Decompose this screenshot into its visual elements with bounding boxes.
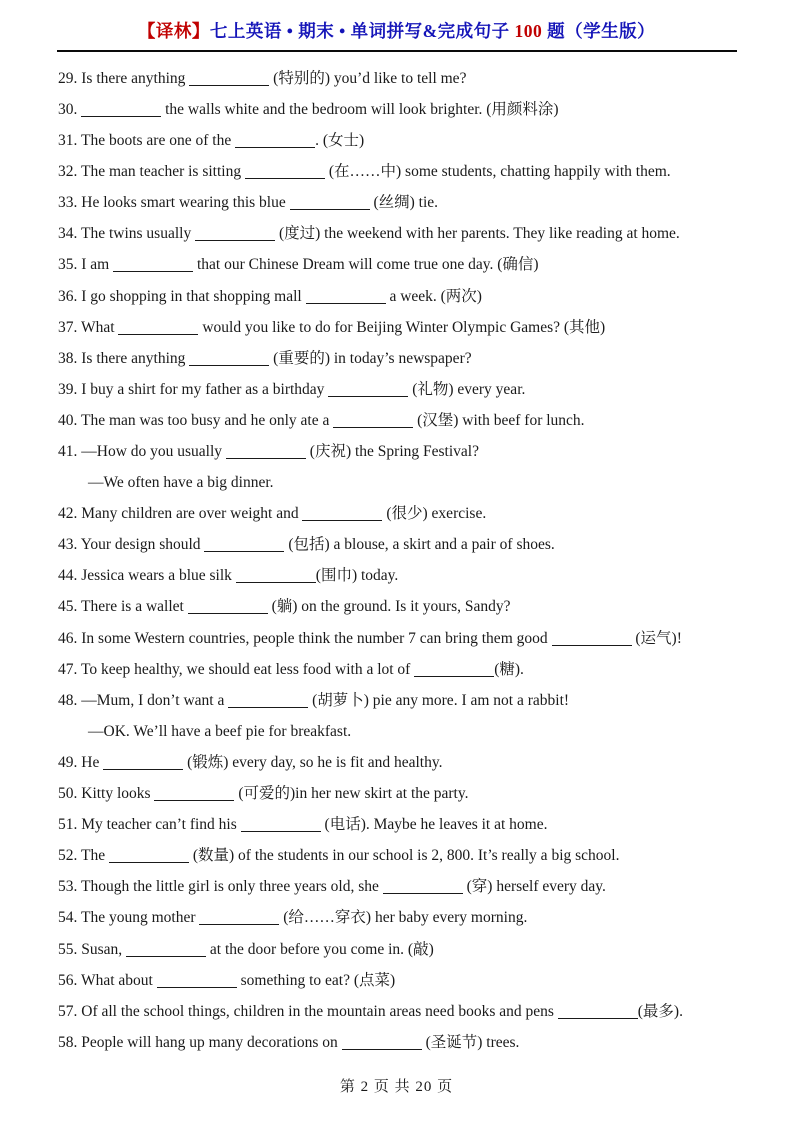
question-line [58, 591, 773, 622]
question-text: My teacher can’t find his [81, 816, 241, 834]
answer-blank [204, 539, 284, 552]
question-text: —We often have a big dinner. [88, 474, 274, 492]
question-text: Is there anything [81, 349, 190, 367]
answer-blank [302, 508, 382, 521]
answer-blank [235, 135, 315, 148]
question-text: (电话). Maybe he leaves it at home. [320, 816, 548, 834]
question-line [58, 623, 773, 654]
question-text: (礼物) every year. [408, 380, 526, 398]
title-segment: 【译林】 [137, 21, 210, 41]
question-number: 49. [58, 753, 82, 771]
question-line [58, 343, 773, 374]
title-segment: 100 [514, 21, 543, 41]
question-text: Is there anything [81, 69, 190, 87]
question-line [58, 63, 773, 94]
question-text: The man teacher is sitting [80, 163, 245, 181]
question-line [58, 902, 773, 933]
question-text: Of all the school things, children in the mountain areas need books and pens [81, 1002, 558, 1020]
question-line [58, 778, 773, 809]
answer-blank [245, 166, 325, 179]
question-text: (穿) herself every day. [462, 878, 606, 896]
question-text: (锻炼) every day, so he is fit and healthy. [183, 753, 443, 771]
question-number: 42. [58, 505, 82, 523]
question-text: (在……中) some students, chatting happily with them. [324, 163, 671, 181]
question-text: I go shopping in that shopping mall [81, 287, 306, 305]
question-text: Susan, [81, 940, 127, 958]
question-text: (围巾) today. [315, 567, 399, 585]
question-text: (丝绸) tie. [369, 194, 439, 212]
question-continuation-line [58, 467, 773, 498]
answer-blank [328, 384, 408, 397]
question-text: There is a wallet [80, 598, 188, 616]
question-number: 36. [58, 287, 82, 305]
answer-blank [290, 197, 370, 210]
question-line [58, 405, 773, 436]
header-divider [57, 50, 737, 52]
page-number: 第 2 页 共 20 页 [339, 1079, 454, 1095]
answer-blank [306, 291, 386, 304]
question-text: (庆祝) the Spring Festival? [305, 443, 479, 460]
question-text: (数量) of the students in our school is 2, 800. It’s really a big school. [188, 847, 620, 865]
answer-blank [113, 259, 193, 272]
answer-blank [342, 1037, 422, 1050]
question-text: (运气)! [631, 629, 682, 647]
question-number: 58. [58, 1033, 82, 1051]
question-line [58, 249, 773, 280]
question-text: The boots are one of the [80, 132, 236, 150]
question-line [58, 187, 773, 218]
question-number: 39. [58, 380, 82, 398]
question-line [58, 498, 773, 529]
question-text: (胡萝卜) pie any more. I am not a rabbit! [308, 691, 570, 709]
question-number: 33. [58, 194, 82, 212]
answer-blank [126, 944, 206, 957]
question-list [0, 63, 793, 1058]
question-text: What about [80, 971, 157, 989]
question-text: To keep healthy, we should eat less food with a lot of [80, 660, 415, 678]
question-text: Though the little girl is only three years old, she [80, 878, 383, 896]
question-line [58, 747, 773, 778]
question-number: 45. [58, 598, 81, 616]
question-number: 56. [58, 971, 81, 989]
question-text: I buy a shirt for my father as a birthday [81, 380, 329, 398]
answer-blank [228, 695, 308, 708]
answer-blank [333, 415, 413, 428]
answer-blank [157, 975, 237, 988]
question-text: at the door before you come in. (敲) [206, 940, 434, 958]
question-text: He [81, 753, 104, 771]
question-line [58, 965, 773, 996]
question-number: 51. [58, 816, 82, 834]
question-line [58, 312, 773, 343]
question-number: 41. [58, 443, 82, 460]
question-text: The twins usually [80, 225, 196, 243]
question-line [58, 156, 773, 187]
question-number: 31. [58, 132, 81, 150]
answer-blank [103, 757, 183, 770]
answer-blank [558, 1006, 638, 1019]
question-number: 29. [58, 69, 82, 87]
question-text: In some Western countries, people think the number 7 can bring them good [81, 629, 552, 647]
question-number: 35. [58, 256, 82, 274]
answer-blank [154, 788, 234, 801]
question-number: 43. [58, 536, 81, 554]
question-text: (包括) a blouse, a skirt and a pair of shoes. [284, 536, 555, 554]
title-segment: 七上英语 • 期末 • 单词拼写&完成句子 [209, 21, 515, 41]
answer-blank [195, 228, 275, 241]
question-line [58, 436, 773, 467]
question-text: (度过) the weekend with her parents. They like reading at home. [275, 225, 680, 243]
question-number: 34. [58, 225, 81, 243]
question-line [58, 654, 773, 685]
question-number: 37. [58, 318, 81, 336]
question-number: 32. [58, 163, 81, 181]
question-text: He looks smart wearing this blue [81, 194, 290, 212]
question-text: (很少) exercise. [382, 505, 487, 523]
question-number: 57. [58, 1002, 82, 1020]
question-text: (最多). [637, 1002, 683, 1020]
question-text: (重要的) in today’s newspaper? [269, 349, 472, 367]
question-text: The [80, 847, 109, 865]
question-text: (糖). [494, 660, 524, 678]
question-text: Kitty looks [81, 785, 155, 803]
question-text: (特别的) you’d like to tell me? [269, 69, 467, 87]
question-text: (给……穿衣) her baby every morning. [279, 909, 528, 927]
question-text: that our Chinese Dream will come true one day. (确信) [193, 256, 539, 274]
answer-blank [552, 633, 632, 646]
question-line [58, 996, 773, 1027]
answer-blank [189, 353, 269, 366]
question-text: The young mother [80, 909, 200, 927]
answer-blank [188, 601, 268, 614]
question-number: 38. [58, 349, 82, 367]
question-text: What [80, 318, 119, 336]
question-text: —OK. We’ll have a beef pie for breakfast. [88, 722, 352, 740]
question-line [58, 281, 773, 312]
question-text: Many children are over weight and [81, 505, 303, 523]
answer-blank [189, 73, 269, 86]
question-text: —How do you usually [81, 443, 226, 460]
question-number: 46. [58, 629, 82, 647]
question-number: 52. [58, 847, 81, 865]
question-line [58, 685, 773, 716]
question-line [58, 218, 773, 249]
answer-blank [241, 819, 321, 832]
answer-blank [118, 322, 198, 335]
question-number: 44. [58, 567, 82, 585]
question-line [58, 1027, 773, 1058]
page-title [0, 0, 793, 43]
question-text: (躺) on the ground. Is it yours, Sandy? [267, 598, 511, 616]
question-text: —Mum, I don’t want a [81, 691, 229, 709]
question-text: Your design should [80, 536, 205, 554]
question-text: The man was too busy and he only ate a [80, 411, 334, 429]
answer-blank [81, 104, 161, 117]
answer-blank [109, 850, 189, 863]
question-line [58, 94, 773, 125]
answer-blank [199, 912, 279, 925]
answer-blank [414, 664, 494, 677]
question-line [58, 840, 773, 871]
question-number: 47. [58, 660, 81, 678]
question-text: (圣诞节) trees. [421, 1033, 520, 1051]
question-text: would you like to do for Beijing Winter Olympic Games? (其他) [198, 318, 606, 336]
question-number: 54. [58, 909, 81, 927]
question-line [58, 125, 773, 156]
question-number: 53. [58, 878, 81, 896]
question-line [58, 809, 773, 840]
answer-blank [236, 570, 316, 583]
answer-blank [226, 446, 306, 459]
question-number: 55. [58, 940, 82, 958]
question-line [58, 560, 773, 591]
question-number: 40. [58, 411, 81, 429]
question-text: the walls white and the bedroom will look brighter. (用颜料涂) [161, 100, 559, 118]
question-number: 50. [58, 785, 82, 803]
question-text: I am [81, 256, 114, 274]
question-line [58, 529, 773, 560]
question-text: a week. (两次) [385, 287, 482, 305]
title-segment: 题（学生版） [542, 21, 656, 41]
question-text: People will hang up many decorations on [81, 1033, 342, 1051]
question-line [58, 374, 773, 405]
question-text: (汉堡) with beef for lunch. [413, 411, 585, 429]
question-number: 48. [58, 691, 82, 709]
question-continuation-line [58, 716, 773, 747]
question-text: (可爱的)in her new skirt at the party. [234, 785, 469, 803]
answer-blank [383, 881, 463, 894]
question-line [58, 934, 773, 965]
question-text: Jessica wears a blue silk [81, 567, 236, 585]
question-line [58, 871, 773, 902]
question-text: . (女士) [315, 132, 365, 150]
question-text: something to eat? (点菜) [236, 971, 396, 989]
question-number: 30. [58, 100, 82, 118]
